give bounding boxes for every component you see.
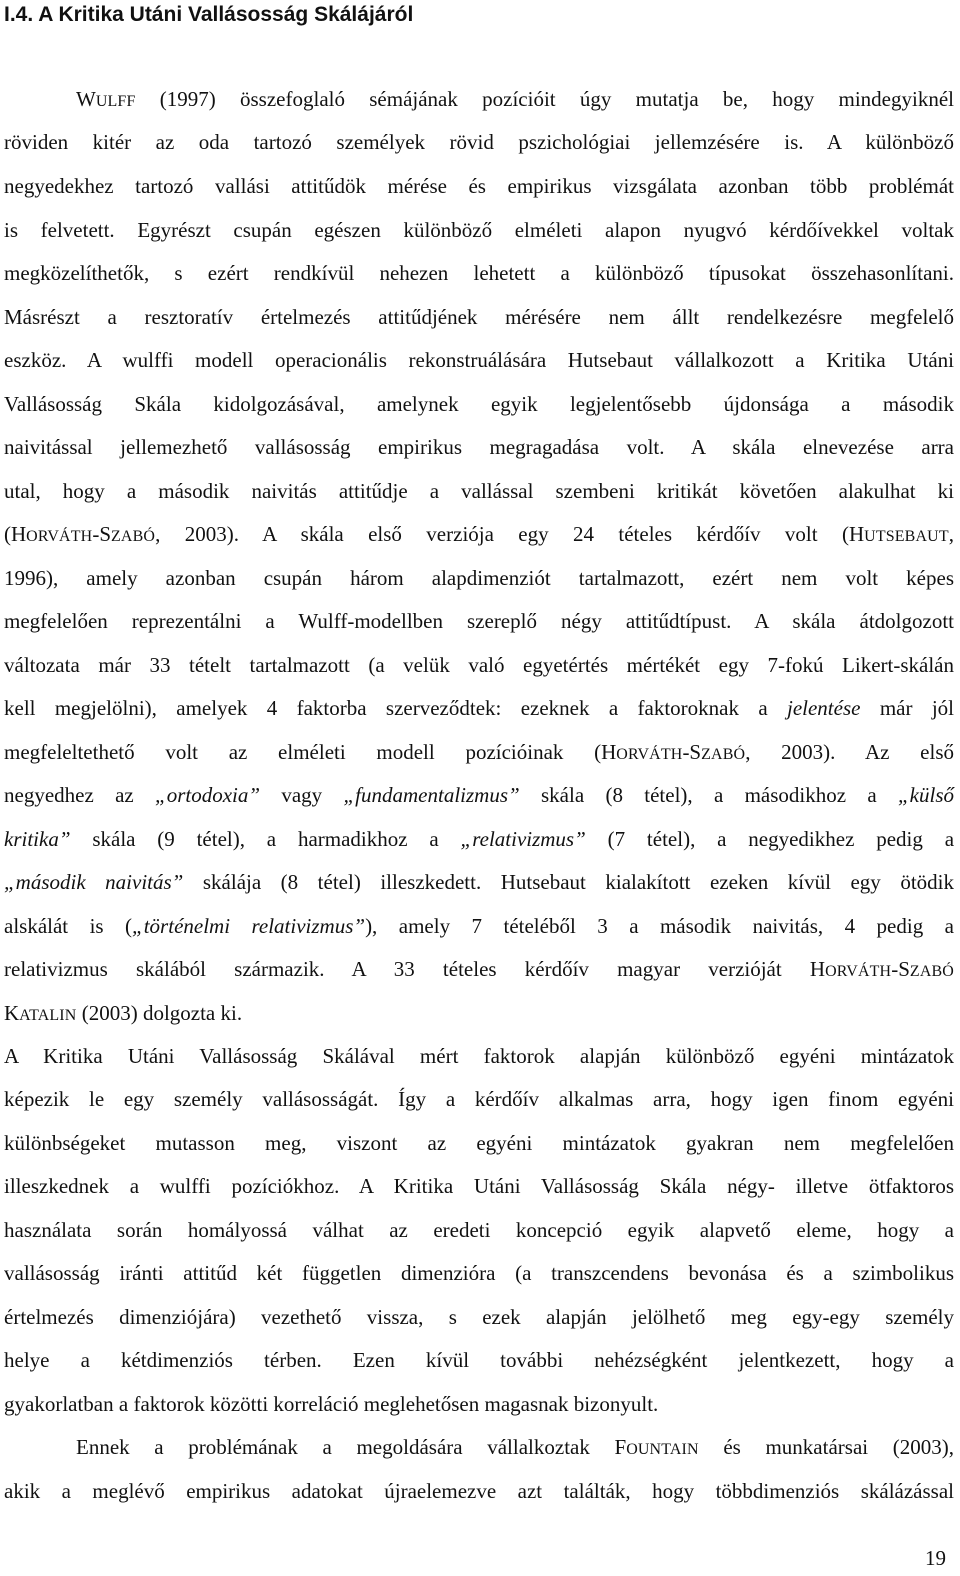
text-line (4, 1258, 954, 1288)
text-segment: eszköz. A wulffi modell operacionális rekonstruálására Hutsebaut vállalkozott a Kritika Utáni (4, 348, 954, 372)
text-segment: gyakorlatban a faktorok közötti korreláció meglehetősen magasnak bizonyult. (4, 1392, 659, 1416)
text-segment: helye a kétdimenziós térben. Ezen kívül további nehézségként jelentkezett, hogy a (4, 1348, 954, 1372)
text-segment: K (4, 1001, 20, 1025)
italic-term: „történelmi relativizmus” (132, 914, 366, 938)
text-segment: naivitással jellemezhető vallásosság empirikus megragadása volt. A skála elnevezése arra (4, 435, 954, 459)
text-segment: negyedekhez tartozó vallási attitűdök mérése és empirikus vizsgálata azonban több problémát (4, 174, 954, 198)
italic-term: kritika” (4, 827, 71, 851)
text-segment: értelmezés dimenziójára) vezethető vissza, s ezek alapján jelölhető meg egy-egy személy (4, 1305, 954, 1329)
text-segment: különbségeket mutasson meg, viszont az egyéni mintázatok gyakran nem megfelelően (4, 1131, 954, 1155)
italic-term: „második naivitás” (4, 870, 184, 894)
text-line (4, 998, 954, 1031)
text-segment: A Kritika Utáni Vallásosság Skálával mért faktorok alapján különböző egyéni mintázatok (4, 1044, 954, 1068)
text-segment: (7 tétel), a negyedikhez pedig a (585, 827, 955, 851)
small-caps-name: UTSEBAUT (864, 528, 949, 545)
text-segment: Vallásosság Skála kidolgozásával, amelynek egyik legjelentősebb újdonsága a második (4, 392, 954, 416)
text-segment: skála (8 tétel), a másodikhoz a (519, 783, 898, 807)
text-line (4, 780, 954, 810)
text-segment: és munkatársai (2003), (698, 1435, 954, 1459)
text-line (4, 1389, 954, 1419)
text-line (4, 563, 954, 593)
text-line (4, 606, 954, 636)
text-segment: röviden kitér az oda tartozó személyek rövid pszichológiai jellemzésére is. A különböző (4, 130, 954, 154)
text-segment: vallásosság iránti attitűd két független dimenzióra (a transzcendens bevonása és a szimbolikus (4, 1261, 954, 1285)
text-line (4, 519, 954, 552)
text-segment: is felvetett. Egyrészt csupán egészen különböző elméleti alapon nyugvó kérdőívekkel voltak (4, 218, 954, 242)
text-segment: (2003) dolgozta ki. (76, 1001, 243, 1025)
text-segment: skála (9 tétel), a harmadikhoz a (70, 827, 461, 851)
small-caps-name: ORVÁTH (26, 528, 93, 545)
text-segment: használata során homályossá válhat az eredeti koncepció egyik alapvető eleme, hogy a (4, 1218, 954, 1242)
text-segment: alskálát is ( (4, 914, 133, 938)
text-segment: negyedhez az (4, 783, 156, 807)
italic-term: jelentése (787, 696, 861, 720)
italic-term: „relativizmus” (460, 827, 586, 851)
text-segment: utal, hogy a második naivitás attitűdje a vallással szembeni kritikát követően alakulhat ki (4, 479, 954, 503)
text-line (76, 1432, 954, 1465)
text-line (4, 476, 954, 506)
text-line (4, 911, 954, 941)
italic-term: „fundamentalizmus” (343, 783, 520, 807)
text-segment: W (76, 87, 96, 111)
section-heading: I.4. A Kritika Utáni Vallásosság Skálájáról (4, 3, 414, 26)
text-line (4, 693, 954, 723)
text-line (4, 127, 954, 157)
text-segment: Másrészt a resztoratív értelmezés attitűdjének mérésére nem állt rendelkezésre megfelelő (4, 305, 954, 329)
text-segment: megfeleltethető volt az elméleti modell pozícióinak (H (4, 740, 617, 764)
text-line (4, 432, 954, 462)
small-caps-name: ORVÁTH (825, 963, 892, 980)
small-caps-name: ORVÁTH (616, 746, 683, 763)
text-segment: , (948, 522, 954, 546)
text-segment: illeszkednek a wulffi pozíciókhoz. A Kritika Utáni Vallásosság Skála négy- illetve ötfaktoros (4, 1174, 954, 1198)
text-segment: skálája (8 tétel) illeszkedett. Hutsebaut kialakított ezeken kívül egy ötödik (183, 870, 954, 894)
text-segment: -S (891, 957, 910, 981)
text-line (4, 1128, 954, 1158)
text-segment: , 2003). A skála első verziója egy 24 tételes kérdőív volt (H (155, 522, 865, 546)
italic-term: „ortodoxia” (155, 783, 261, 807)
text-segment: (1997) összefoglaló sémájának pozícióit úgy mutatja be, hogy mindegyiknél (135, 87, 954, 111)
text-line (4, 954, 954, 987)
text-line (4, 345, 954, 375)
page-number: 19 (925, 1546, 946, 1570)
text-line (4, 171, 954, 201)
text-segment: kell megjelölni), amelyek 4 faktorba szerveződtek: ezeknek a faktoroknak a (4, 696, 787, 720)
small-caps-name: ULFF (95, 93, 136, 110)
text-segment: ), amely 7 tételéből 3 a második naivitás, 4 pedig a (365, 914, 954, 938)
text-segment: -S (92, 522, 112, 546)
text-segment: változata már 33 tételt tartalmazott (a velük való egyetértés mértékét egy 7-fokú Likert-skálán (4, 653, 954, 677)
small-caps-name: ZABÓ (701, 746, 746, 763)
italic-term: „külső (897, 783, 954, 807)
text-segment: relativizmus skálából származik. A 33 tételes kérdőív magyar verzióját H (4, 957, 826, 981)
text-line (4, 824, 954, 854)
text-segment: 1996), amely azonban csupán három alapdimenziót tartalmazott, ezért nem volt képes (4, 566, 954, 590)
text-segment: már jól (860, 696, 954, 720)
text-line (4, 1302, 954, 1332)
small-caps-name: ZABÓ (111, 528, 156, 545)
small-caps-name: ATALIN (19, 1007, 77, 1024)
text-line (4, 389, 954, 419)
text-segment: képezik le egy személy vallásosságát. Így a kérdőív alkalmas arra, hogy igen finom egyéni (4, 1087, 954, 1111)
text-line (4, 1041, 954, 1071)
text-line (4, 258, 954, 288)
text-line (4, 650, 954, 680)
text-line (4, 1215, 954, 1245)
text-segment: , 2003). Az első (745, 740, 954, 764)
text-segment: megközelíthetők, s ezért rendkívül nehezen lehetett a különböző típusokat összehasonlítani. (4, 261, 954, 285)
text-line (76, 84, 954, 117)
text-line (4, 737, 954, 770)
text-line (4, 867, 954, 897)
text-segment: akik a meglévő empirikus adatokat újraelemezve azt találták, hogy többdimenziós skálázással (4, 1479, 954, 1503)
text-line (4, 1476, 954, 1506)
text-segment: megfelelően reprezentálni a Wulff-modellben szereplő négy attitűdtípust. A skála átdolgozott (4, 609, 954, 633)
small-caps-name: OUNTAIN (626, 1441, 699, 1458)
text-line (4, 1084, 954, 1114)
text-line (4, 215, 954, 245)
text-segment: vagy (260, 783, 344, 807)
text-segment: Ennek a problémának a megoldására vállalkoztak F (76, 1435, 627, 1459)
small-caps-name: ZABÓ (909, 963, 954, 980)
text-segment: (H (4, 522, 27, 546)
text-line (4, 1345, 954, 1375)
text-line (4, 302, 954, 332)
text-line (4, 1171, 954, 1201)
text-segment: -S (682, 740, 702, 764)
